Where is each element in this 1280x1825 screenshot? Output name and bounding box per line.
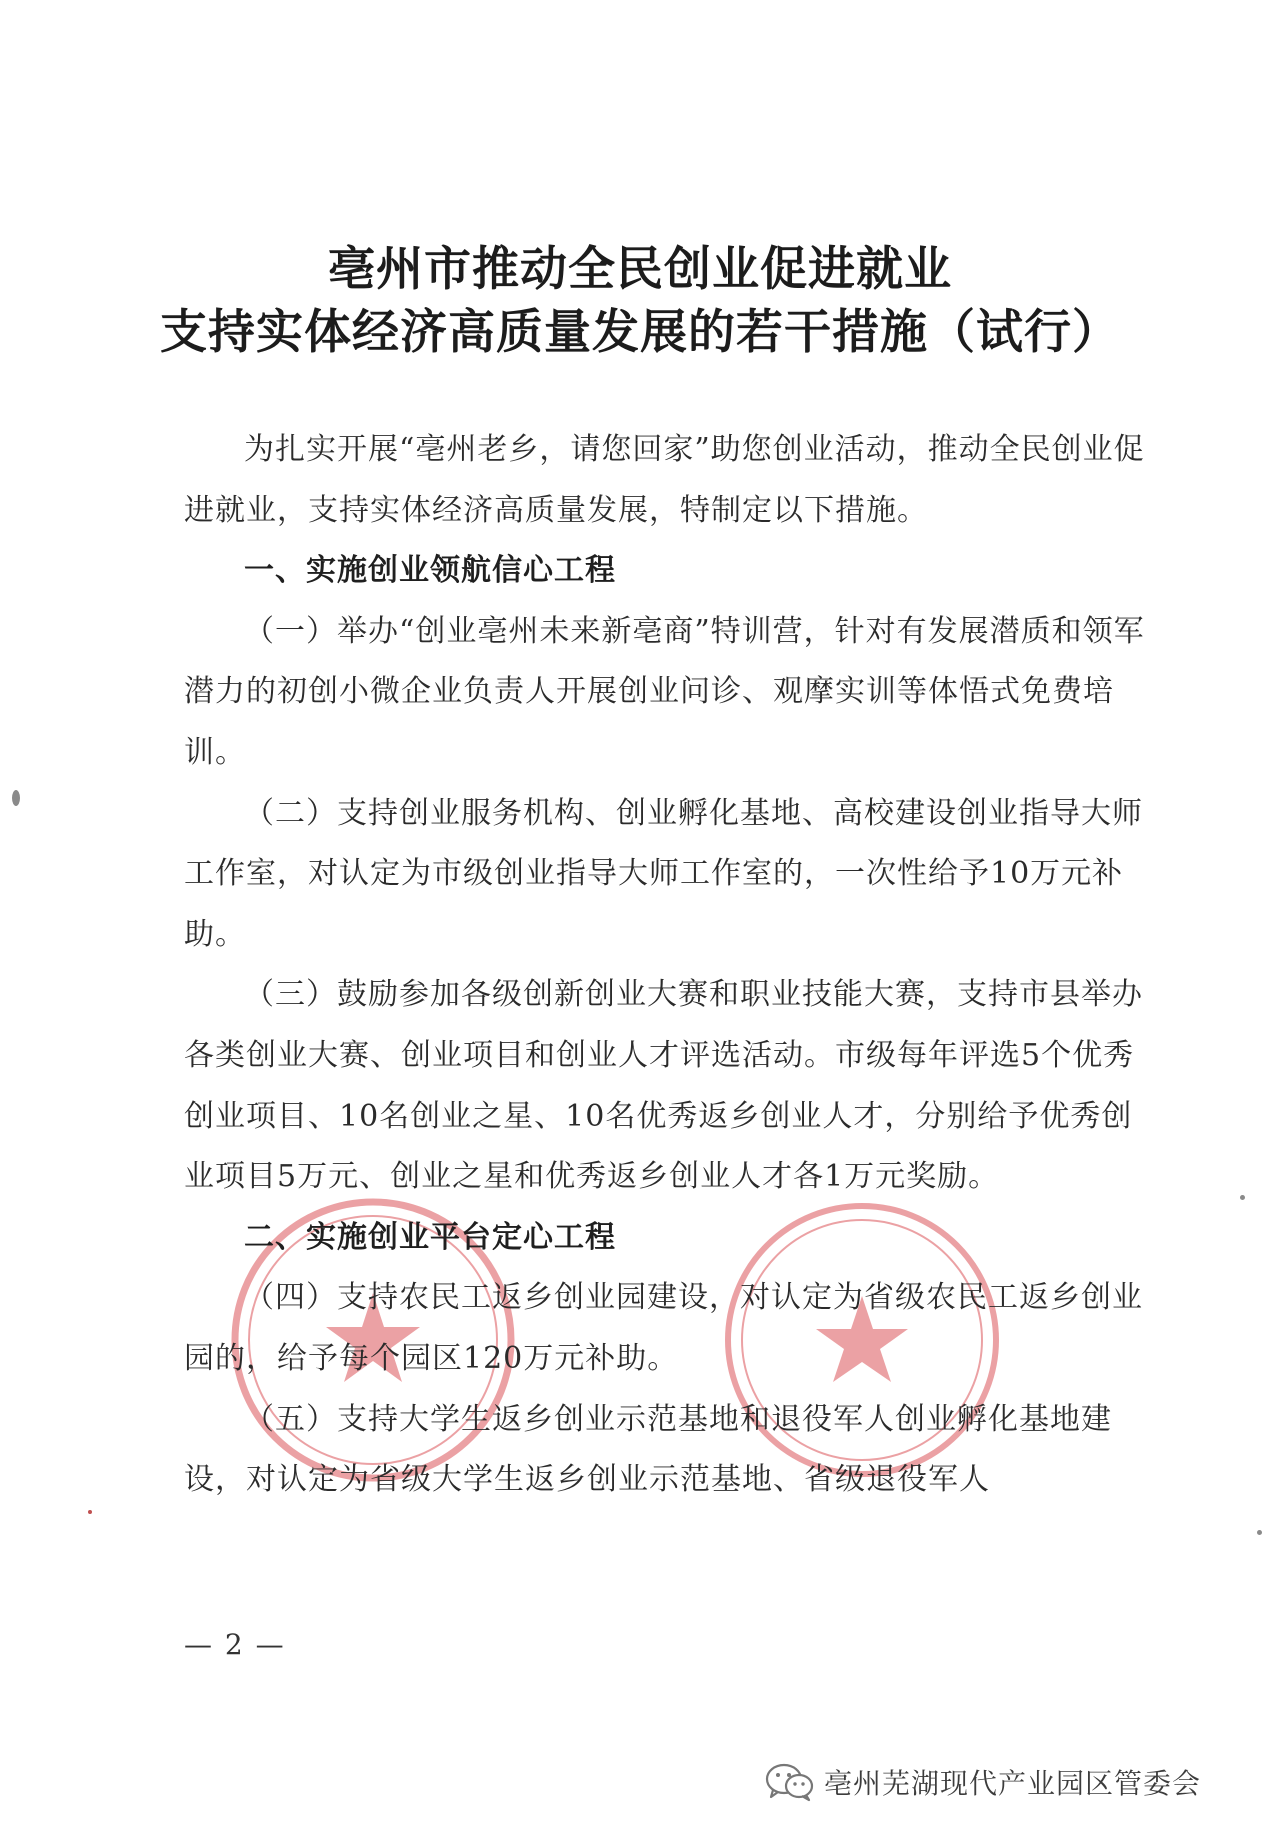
paragraph: 为扎实开展“亳州老乡，请您回家”助您创业活动，推动全民创业促进就业，支持实体经济高质量发展，特制定以下措施。 xyxy=(184,432,1145,528)
document-title-line-2: 支持实体经济高质量发展的若干措施（试行） xyxy=(160,305,1120,360)
paragraph: （五）支持大学生返乡创业示范基地和退役军人创业孵化基地建设，对认定为省级大学生返乡创业示范基地、省级退役军人 xyxy=(184,1401,1112,1498)
paragraph: （三）鼓励参加各级创新创业大赛和职业技能大赛，支持市县举办各类创业大赛、创业项目和创业人才评选活动。市级每年评选5个优秀创业项目、10名创业之星、10名优秀返乡创业人才，分别给予优秀创业项目5万元、创业之星和优秀返乡创业人才各1万元奖励。 xyxy=(184,977,1143,1195)
watermark-text: 亳州芜湖现代产业园区管委会 xyxy=(824,1767,1202,1800)
section-heading: 二、实施创业平台定心工程 xyxy=(244,1219,616,1255)
document-body xyxy=(184,420,1150,1511)
document-title-line-1: 亳州市推动全民创业促进就业 xyxy=(328,242,952,297)
paragraph: （四）支持农民工返乡创业园建设，对认定为省级农民工返乡创业园的，给予每个园区120万元补助。 xyxy=(184,1280,1143,1376)
scan-speck xyxy=(1240,1195,1245,1200)
scan-speck xyxy=(12,790,20,806)
page-number: — 2 — xyxy=(184,1628,286,1661)
paragraph: （一）举办“创业亳州未来新亳商”特训营，针对有发展潜质和领军潜力的初创小微企业负责人开展创业问诊、观摩实训等体悟式免费培训。 xyxy=(184,613,1145,770)
paragraph: （二）支持创业服务机构、创业孵化基地、高校建设创业指导大师工作室，对认定为市级创业指导大师工作室的，一次性给予10万元补助。 xyxy=(184,795,1143,952)
scan-speck xyxy=(88,1510,92,1514)
wechat-watermark xyxy=(764,1762,1201,1802)
wechat-icon xyxy=(764,1762,816,1802)
scan-speck xyxy=(1257,1530,1262,1535)
section-heading: 一、实施创业领航信心工程 xyxy=(244,553,616,589)
